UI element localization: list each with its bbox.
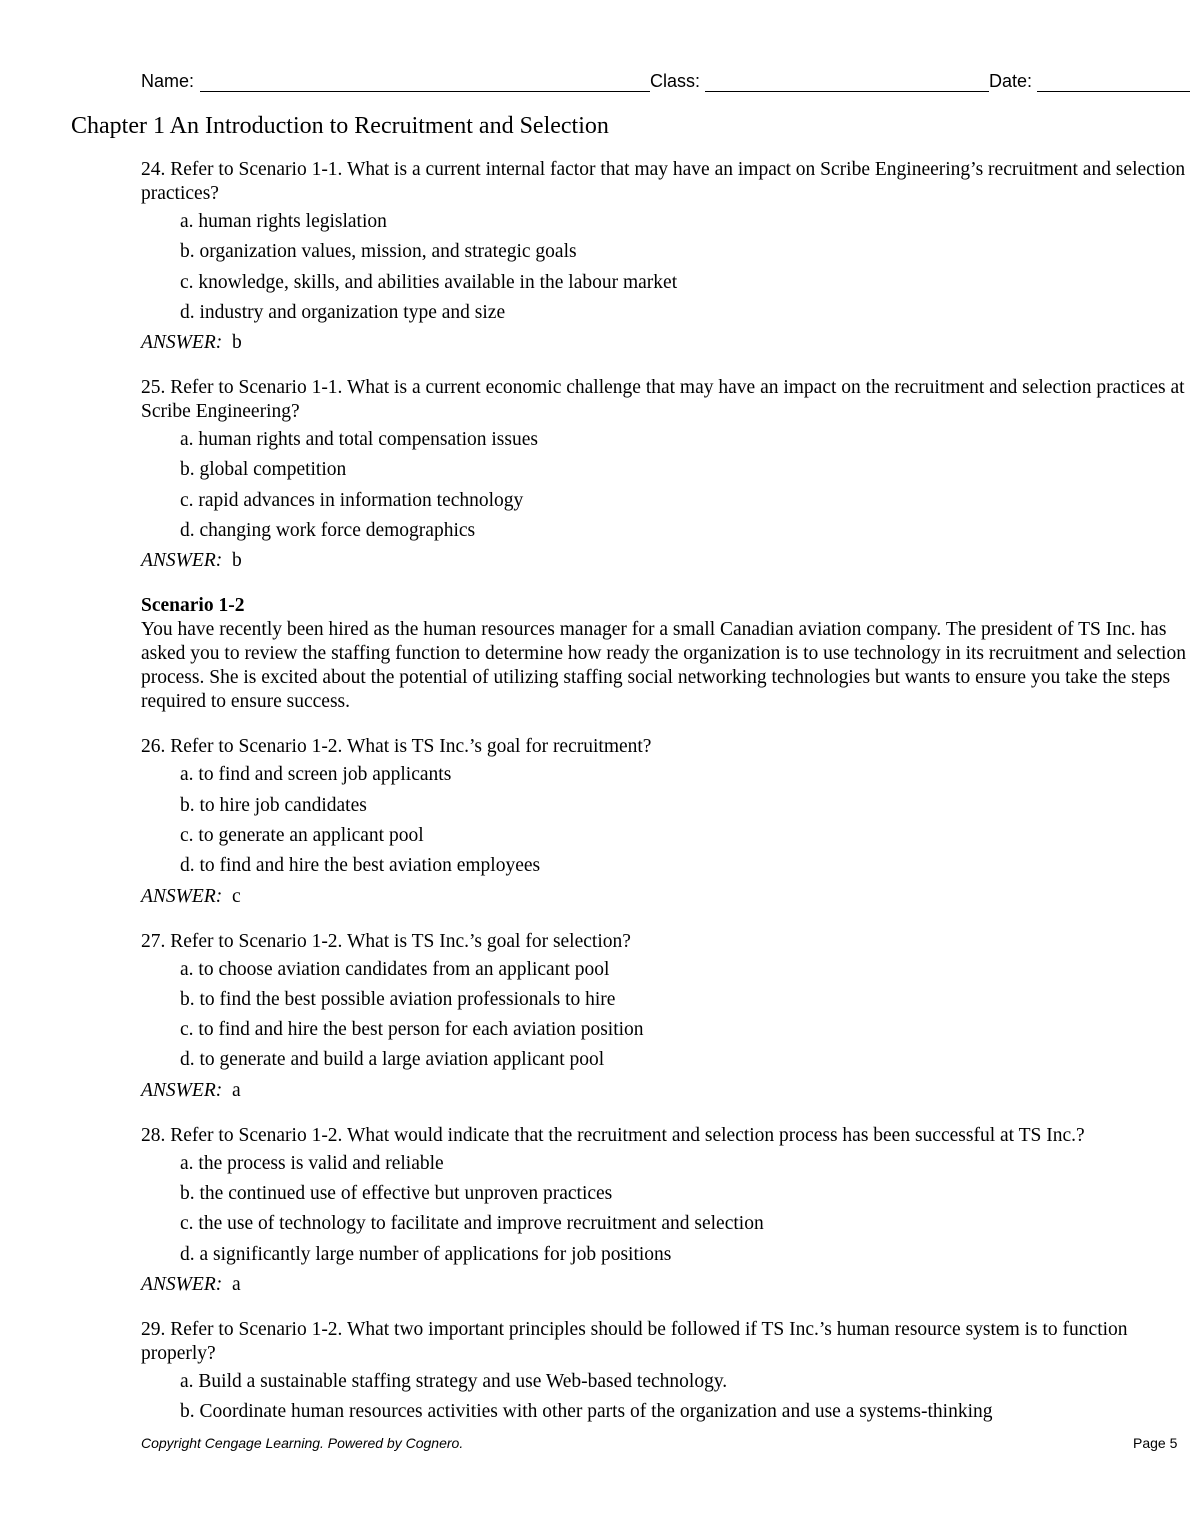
chapter-title: Chapter 1 An Introduction to Recruitment and Selection [71,113,609,139]
question-28 [141,1124,1186,1297]
footer-copyright: Copyright Cengage Learning. Powered by Cognero. [141,1435,464,1451]
choice-item: a. human rights legislation [180,211,387,232]
answer-value: b [231,332,242,354]
answer-value: a [231,1079,241,1101]
footer-page-number: Page 5 [1133,1435,1178,1451]
name-label: Name: [141,71,195,91]
student-info-header [141,71,1190,95]
choice-item: a. to choose aviation candidates from an applicant pool [180,958,610,980]
question-stem: 29. Refer to Scenario 1-2. What two important principles should be followed if TS Inc.’s human resource system is to function properly? [141,1318,1128,1364]
choice-item: d. to generate and build a large aviation applicant pool [180,1049,605,1071]
choice-list [180,210,1186,325]
answer-line [141,885,1186,909]
choice-item: c. to find and hire the best person for each aviation position [180,1019,644,1041]
choice-list [180,428,1186,543]
choice-list [180,763,1186,878]
choice-item: c. rapid advances in information technology [180,489,524,511]
choice-item: c. the use of technology to facilitate and improve recruitment and selection [180,1213,764,1235]
choice-item: a. the process is valid and reliable [180,1152,444,1174]
class-blank-line [705,91,989,92]
answer-label: ANSWER: [141,1273,223,1295]
question-25 [141,376,1186,573]
answer-line [141,331,1186,355]
answer-value: c [231,885,241,907]
date-blank-line [1037,91,1190,92]
scenario-block [141,594,1186,714]
choice-item: b. the continued use of effective but unproven practices [180,1183,613,1205]
question-stem: 25. Refer to Scenario 1-1. What is a current economic challenge that may have an impact on the recruitment and selection practices at Scribe Engineering? [141,377,1185,423]
answer-label: ANSWER: [141,885,223,907]
choice-item: b. global competition [180,459,347,481]
answer-label: ANSWER: [141,332,223,354]
choice-list [180,1152,1186,1267]
question-27 [141,930,1186,1103]
choice-item: d. a significantly large number of applications for job positions [180,1243,672,1265]
answer-value: a [231,1273,241,1295]
answer-line [141,1079,1186,1103]
answer-line [141,549,1186,573]
question-stem: 24. Refer to Scenario 1-1. What is a current internal factor that may have an impact on Scribe Engineering’s recruitment and selection practices? [141,159,1186,204]
question-24 [141,158,1186,355]
answer-label: ANSWER: [141,550,223,572]
answer-line [141,1273,1186,1297]
choice-list [180,1370,1186,1424]
choice-item: b. to hire job candidates [180,794,367,816]
question-29 [141,1318,1186,1424]
answer-value: b [231,550,242,572]
choice-item: c. knowledge, skills, and abilities available in the labour market [180,271,678,293]
question-stem: 26. Refer to Scenario 1-2. What is TS Inc.’s goal for recruitment? [141,736,652,758]
answer-label: ANSWER: [141,1079,223,1101]
date-label: Date: [989,71,1033,91]
scenario-text: You have recently been hired as the human resources manager for a small Canadian aviation company. The president of TS Inc. has asked you to review the staffing function to determine how ready the organization is to use technology in its recruitment and selection process. She is excited about the potential of utilizing staffing social networking technologies but wants to ensure you take the steps required to ensure success. [141,619,1186,713]
choice-item: b. Coordinate human resources activities with other parts of the organization and use a systems-thinking [180,1401,993,1423]
choice-item: b. organization values, mission, and strategic goals [180,241,577,263]
choice-item: a. to find and screen job applicants [180,764,452,786]
question-stem: 28. Refer to Scenario 1-2. What would indicate that the recruitment and selection process has been successful at TS Inc.? [141,1124,1085,1146]
choice-item: d. industry and organization type and size [180,301,506,323]
choice-item: d. to find and hire the best aviation employees [180,855,541,877]
choice-item: d. changing work force demographics [180,520,476,542]
scenario-title: Scenario 1-2 [141,595,245,617]
choice-list [180,958,1186,1073]
question-stem: 27. Refer to Scenario 1-2. What is TS Inc.’s goal for selection? [141,930,631,952]
choice-item: b. to find the best possible aviation professionals to hire [180,988,616,1010]
choice-item: a. human rights and total compensation issues [180,429,538,451]
choice-item: c. to generate an applicant pool [180,824,424,846]
name-blank-line [200,91,650,92]
choice-item: a. Build a sustainable staffing strategy and use Web-based technology. [180,1370,728,1392]
class-label: Class: [650,71,701,91]
question-26 [141,735,1186,908]
question-list [141,158,1186,1431]
